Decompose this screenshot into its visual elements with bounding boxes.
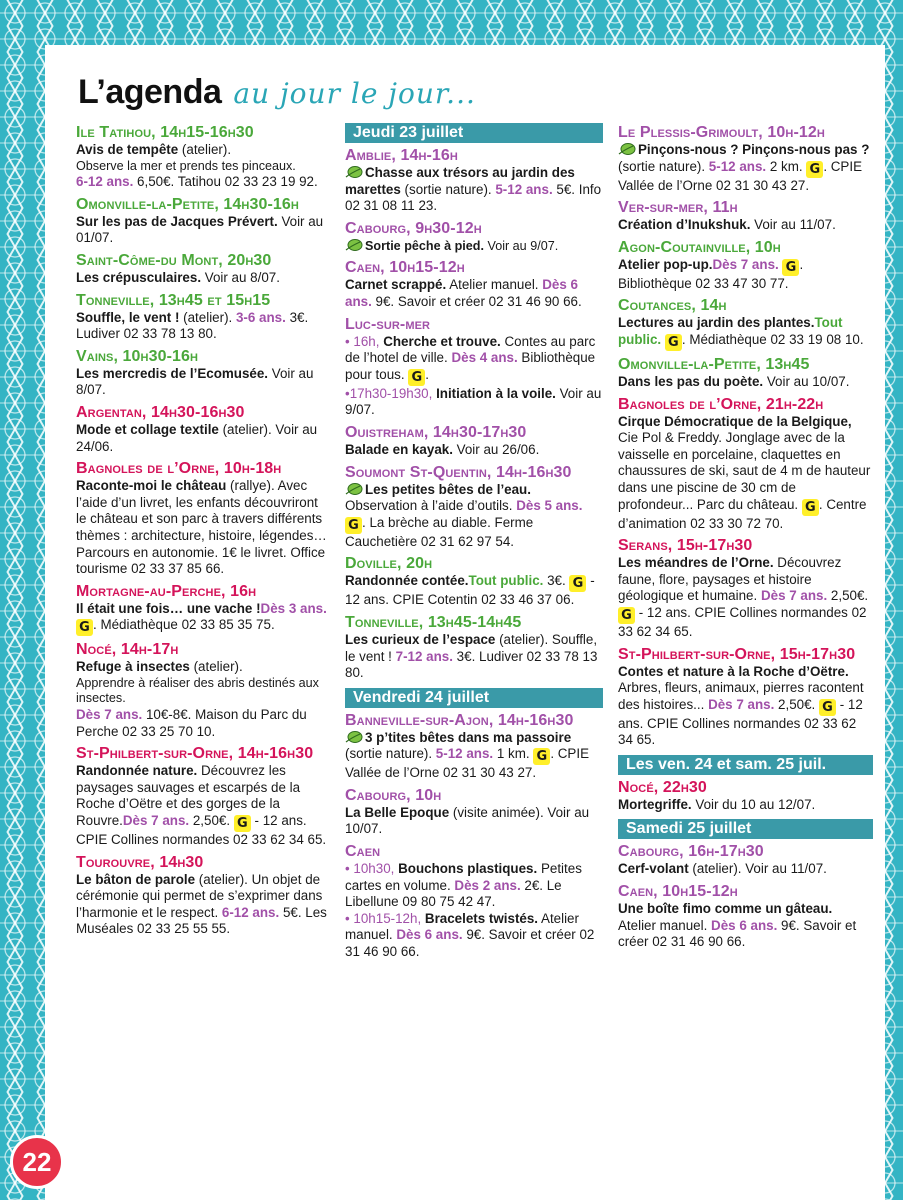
entry-place: Tonneville, 13h45 et 15h15 — [76, 291, 271, 309]
g-badge-icon: G — [76, 619, 93, 636]
entry-place: Banneville-sur-Ajon, 14h-16h30 — [345, 711, 574, 729]
entry-text: 2 km. — [766, 158, 807, 174]
column-3 — [618, 123, 873, 955]
entry-place: Serans, 15h-17h30 — [618, 537, 753, 555]
agenda-panel — [45, 45, 885, 1200]
entry-text: Bibliothèque pour tous. — [345, 350, 596, 382]
entry-place: Coutances, 14h — [618, 297, 727, 315]
entry-body — [345, 482, 603, 551]
entry-text: - 12 ans. CPIE Collines normandes 02 33 62 34 65. — [618, 604, 867, 639]
entry-text: 3€. Ludiver 02 33 78 13 80. — [345, 648, 598, 681]
entry-title: Souffle, le vent ! — [76, 309, 180, 325]
entry-text: 9€. Savoir et créer 02 31 46 90 66. — [345, 927, 595, 960]
entry-text: Découvrez faune, flore, paysages et histoire géologique et humaine. — [618, 555, 842, 604]
entry-text: (atelier). — [179, 309, 236, 325]
entry-text: 3€. — [543, 573, 566, 589]
entry-ages: 7-12 ans. — [395, 648, 453, 664]
entry-place: Soumont St-Quentin, 14h-16h30 — [345, 463, 572, 481]
entry-text: 9€. Savoir et créer 02 31 46 90 66. — [618, 917, 857, 950]
agenda-entry — [345, 315, 603, 419]
entry-time: • 10h30, — [345, 861, 395, 877]
day-header: Samedi 25 juillet — [618, 819, 873, 839]
entry-small — [365, 239, 558, 253]
agenda-entry — [345, 711, 603, 782]
entry-title: Les crépusculaires. — [76, 269, 202, 285]
entry-title: Les petites bêtes de l’eau. — [365, 481, 531, 497]
entry-title: Pinçons-nous ? Pinçons-nous pas ? — [638, 142, 870, 157]
g-badge-icon: G — [806, 161, 823, 178]
entry-text: (atelier). Voir au 24/06. — [76, 421, 318, 454]
entry-place: Vains, 10h30-16h — [76, 347, 199, 365]
entry-body — [345, 277, 603, 310]
agenda-entry — [76, 403, 329, 455]
entry-title: Les méandres de l’Orne. — [618, 555, 774, 571]
entry-place: Cabourg, 10h — [345, 786, 442, 804]
entry-ages: Dès 6 ans. — [396, 927, 463, 943]
g-badge-icon: G — [234, 815, 251, 832]
entry-title: La Belle Epoque — [345, 804, 450, 820]
entry-text: Voir au 01/07. — [76, 213, 324, 246]
agenda-entry — [76, 347, 329, 399]
entry-title: Initiation à la voile. — [432, 385, 556, 401]
entry-place: Le Plessis-Grimoult, 10h-12h — [618, 124, 825, 141]
entry-place: St-Philbert-sur-Orne, 14h-16h30 — [76, 745, 314, 763]
entry-title: Contes et nature à la Roche d’Oëtre. — [618, 663, 849, 679]
entry-text: . Médiathèque 02 33 85 35 75. — [93, 617, 275, 633]
entry-title: Randonnée contée. — [345, 573, 469, 589]
entry-title: Cherche et trouve. — [379, 333, 501, 349]
entry-ages: 3-6 ans. — [235, 309, 286, 325]
entry-body — [345, 573, 603, 609]
entry-text: 2€. Le Libellune 09 80 75 42 47. — [345, 877, 562, 910]
entry-text: - 12 ans. CPIE Collines normandes 02 33 62 34 65. — [618, 696, 863, 748]
entry-text: (atelier). — [178, 142, 232, 157]
agenda-entry — [76, 195, 329, 247]
entry-place: Ouistreham, 14h30-17h30 — [345, 423, 527, 441]
entry-title: Bracelets twistés. — [421, 910, 539, 926]
g-badge-icon: G — [533, 748, 550, 765]
column-2 — [345, 123, 603, 965]
entry-text: 3€. Ludiver 02 33 78 13 80. — [76, 309, 309, 342]
entry-ages: Dès 7 ans. — [760, 588, 828, 604]
entry-body — [76, 422, 329, 455]
entry-text: - 12 ans. CPIE Cotentin 02 33 46 37 06. — [345, 573, 595, 608]
entry-title: Sortie pêche à pied. — [365, 238, 484, 253]
entry-place: Caen, 10h15-12h — [345, 259, 465, 277]
entry-place: Ile Tatihou, 14h15-16h30 — [76, 124, 254, 141]
title-main: L’agenda — [78, 73, 222, 111]
column-1 — [76, 123, 329, 942]
entry-ages: 6-12 ans. — [76, 174, 134, 190]
entry-ages: Dès 7 ans. — [122, 813, 190, 829]
entry-body — [345, 632, 603, 682]
leaf-icon — [618, 142, 636, 156]
entry-time: • 16h, — [345, 333, 380, 349]
agenda-entry — [345, 554, 603, 609]
entry-text: Arbres, fleurs, animaux, pierres racontent des histoires... — [618, 680, 864, 712]
entry-text: Voir au 8/07. — [201, 269, 280, 285]
g-badge-icon: G — [802, 499, 819, 516]
entry-place: Tourouvre, 14h30 — [76, 853, 204, 871]
agenda-entry — [76, 123, 329, 191]
entry-text: . CPIE Vallée de l’Orne 02 31 30 43 27. — [345, 746, 590, 781]
entry-text: Cie Pol & Freddy. Jonglage avec de la vaisselle en porcelaine, claquettes en chaussures de ski, saut de 4 m de hauteur dans une piscine de 30 cm de profondeur... Parc du château. — [618, 430, 871, 512]
entry-text: (atelier). Un objet de cérémonie qui permet de s’exprimer dans l’harmonie et le respect. — [76, 871, 323, 920]
entry-text: (atelier). — [189, 659, 243, 675]
entry-ages: Tout public. — [618, 315, 843, 347]
entry-text: 9€. Savoir et créer 02 31 46 90 66. — [371, 293, 582, 309]
day-header: Vendredi 24 juillet — [345, 688, 603, 708]
entry-title: Refuge à insectes — [76, 659, 190, 675]
entry-place: Doville, 20h — [345, 555, 433, 573]
entry-text: . Centre d’animation 02 33 30 72 70. — [618, 496, 867, 531]
entry-title: Mortegriffe. — [618, 796, 692, 812]
entry-title: Cerf-volant — [618, 861, 689, 877]
agenda-entry — [618, 536, 873, 640]
entry-place: Nocé, 14h-17h — [76, 641, 179, 659]
entry-text: Atelier manuel. — [345, 910, 579, 943]
g-badge-icon: G — [782, 259, 799, 276]
entry-time: •17h30-19h30, — [345, 385, 433, 401]
entry-ages: Tout public. — [468, 573, 544, 589]
entry-text: 2,50€. — [774, 696, 816, 712]
entry-body — [76, 763, 329, 848]
entry-text: Atelier manuel. — [618, 917, 712, 933]
entry-body — [618, 142, 873, 194]
entry-place: Caen, 10h15-12h — [618, 883, 738, 901]
entry-title: Une boîte fimo comme un gâteau. — [618, 901, 833, 917]
leaf-icon — [345, 238, 363, 252]
day-header: Les ven. 24 et sam. 25 juil. — [618, 755, 873, 775]
entry-body — [76, 366, 329, 399]
entry-place: Caen — [345, 843, 381, 861]
entry-body — [618, 797, 873, 814]
entry-body — [76, 142, 329, 191]
entry-title: Mode et collage textile — [76, 421, 219, 437]
day-header: Jeudi 23 juillet — [345, 123, 603, 143]
agenda-entry — [76, 582, 329, 637]
entry-text: Voir au 9/07. — [483, 238, 559, 253]
entry-text: 6,50€. Tatihou 02 33 23 19 92. — [133, 174, 318, 190]
entry-text: Atelier manuel. — [446, 277, 543, 293]
entry-ages: Dès 4 ans. — [451, 350, 518, 366]
entry-place: Omonville-la-Petite, 13h45 — [618, 355, 810, 373]
entry-ages: 5-12 ans. — [708, 158, 767, 174]
entry-body — [618, 664, 873, 749]
entry-ages: 5-12 ans. — [495, 181, 553, 197]
entry-body — [618, 414, 873, 533]
agenda-entry — [345, 613, 603, 682]
entry-ages: 5-12 ans. — [435, 746, 494, 762]
entry-body — [76, 310, 329, 343]
entry-title: Atelier pop-up. — [618, 256, 713, 272]
entry-text: Voir au 9/07. — [345, 385, 602, 418]
leaf-icon — [345, 730, 363, 744]
entry-title: Avis de tempête — [76, 142, 179, 157]
g-badge-icon: G — [569, 575, 586, 592]
entry-text: (sortie nature). — [345, 746, 436, 762]
entry-text: . Bibliothèque 02 33 47 30 77. — [618, 256, 804, 291]
entry-place: Saint-Côme-du Mont, 20h30 — [76, 251, 272, 269]
entry-body — [618, 217, 873, 234]
entry-body — [345, 238, 603, 255]
entry-text: 2,50€. — [827, 588, 869, 604]
title-sub: au jour le jour... — [233, 77, 476, 110]
entry-text: (rallye). Avec l’aide d’un livret, les enfants découvriront le château et son parc à travers différents thèmes : architecture, histoire, légendes… Parcours en autonomie. 1€ le livret. Office tourisme 02 33 37 85 66. — [76, 478, 327, 577]
entry-text: 5€. Les Muséales 02 33 25 55 55. — [76, 904, 327, 937]
entry-place: Cabourg, 9h30-12h — [345, 219, 482, 237]
entry-title: Lectures au jardin des plantes. — [618, 315, 815, 331]
entry-title: Les mercredis de l’Ecomusée. — [76, 365, 269, 381]
entry-ages: Dès 5 ans. — [516, 498, 583, 514]
g-badge-icon: G — [345, 517, 362, 534]
agenda-entry — [618, 238, 873, 293]
entry-text: (sortie nature). — [618, 158, 709, 174]
entry-title: Les curieux de l’espace — [345, 631, 496, 647]
entry-place: Agon-Coutainville, 10h — [618, 238, 781, 256]
entry-body — [345, 165, 603, 215]
entry-place: Amblie, 14h-16h — [345, 147, 458, 164]
entry-small: Observe la mer et prends tes pinceaux. — [76, 158, 296, 173]
entry-place: Nocé, 22h30 — [618, 778, 707, 796]
entry-body — [76, 601, 329, 637]
agenda-entry — [345, 423, 603, 459]
entry-body — [345, 442, 603, 459]
entry-place: Omonville-la-Petite, 14h30-16h — [76, 195, 299, 213]
agenda-entry — [618, 296, 873, 351]
agenda-entry — [345, 146, 603, 215]
entry-text: Voir au 11/07. — [750, 217, 836, 233]
entry-text: . Médiathèque 02 33 19 08 10. — [681, 331, 864, 347]
g-badge-icon: G — [665, 334, 682, 351]
agenda-entry — [618, 778, 873, 814]
entry-text: 5€. Info 02 31 08 11 23. — [345, 181, 602, 214]
entry-ages: Dès 6 ans. — [711, 917, 778, 933]
entry-place: Ver-sur-mer, 11h — [618, 199, 738, 217]
entry-place: Mortagne-au-Perche, 16h — [76, 582, 257, 600]
agenda-entry — [76, 459, 329, 578]
entry-ages: Dès 7 ans. — [708, 696, 775, 712]
entry-small: Apprendre à réaliser des abris destinés aux insectes. — [76, 675, 319, 706]
entry-body — [345, 805, 603, 838]
entry-title: Dans les pas du poète. — [618, 373, 764, 389]
agenda-entry — [76, 251, 329, 287]
agenda-entry — [618, 395, 873, 533]
entry-place: St-Philbert-sur-Orne, 15h-17h30 — [618, 645, 856, 663]
entry-text: (atelier). Souffle, le vent ! — [345, 631, 598, 664]
agenda-entry — [76, 853, 329, 938]
entry-title: Sur les pas de Jacques Prévert. — [76, 213, 278, 229]
entry-text: Contes au parc de l’hotel de ville. — [345, 333, 596, 366]
entry-body — [618, 901, 873, 951]
entry-title: Création d’Inukshuk. — [618, 217, 751, 233]
entry-body — [618, 315, 873, 351]
entry-text: 1 km. — [493, 746, 534, 762]
entry-text: Voir au 8/07. — [76, 365, 314, 398]
entry-ages: Dès 3 ans. — [260, 600, 327, 616]
entry-place: Bagnoles de l’Orne, 21h-22h — [618, 395, 824, 413]
entry-body — [76, 478, 329, 578]
entry-body — [345, 861, 603, 961]
agenda-entry — [76, 744, 329, 848]
entry-body — [618, 861, 873, 878]
entry-title: Bouchons plastiques. — [394, 861, 538, 877]
agenda-entry — [618, 123, 873, 194]
entry-place: Cabourg, 16h-17h30 — [618, 843, 764, 861]
entry-title: 3 p’tites bêtes dans ma passoire — [365, 729, 572, 745]
agenda-entry — [345, 786, 603, 838]
entry-text: . CPIE Vallée de l’Orne 02 31 30 43 27. — [618, 158, 863, 193]
entry-title: Balade en kayak. — [345, 441, 453, 457]
entry-text: 2,50€. — [189, 813, 231, 829]
entry-text: - 12 ans. CPIE Collines normandes 02 33 62 34 65. — [76, 813, 327, 848]
entry-text: Petites cartes en volume. — [345, 861, 582, 893]
entry-body: • 16h, Cherche et trouve. Contes au parc de l’hotel de ville. Dès 4 ans. Bibliothèque pour tous. G . •17h30-19h30, Initiation à la voile. Voir au 9/07. — [345, 333, 602, 418]
entry-body — [76, 270, 329, 287]
entry-place: Argentan, 14h30-16h30 — [76, 403, 245, 421]
entry-text: Voir du 10 au 12/07. — [691, 796, 816, 812]
entry-body — [76, 214, 329, 247]
entry-title: Cirque Démocratique de la Belgique, — [618, 413, 852, 429]
agenda-entry — [345, 219, 603, 255]
agenda-entry — [618, 882, 873, 951]
entry-time: • 10h15-12h, — [345, 910, 422, 926]
entry-ages: Dès 7 ans. — [712, 256, 779, 272]
agenda-entry — [345, 842, 603, 961]
entry-text: 10€-8€. Maison du Parc du Perche 02 33 25 70 10. — [76, 707, 307, 739]
entry-body — [76, 872, 329, 938]
entry-body — [345, 730, 603, 782]
agenda-entry — [618, 645, 873, 749]
entry-ages: Dès 2 ans. — [454, 877, 521, 893]
leaf-icon — [345, 482, 363, 496]
entry-title: Randonnée nature. — [76, 763, 198, 779]
entry-title: Il était une fois… une vache ! — [76, 600, 261, 616]
agenda-entry — [345, 463, 603, 551]
entry-body — [618, 257, 873, 293]
entry-place: Bagnoles de l’Orne, 10h-18h — [76, 460, 282, 478]
leaf-icon — [345, 165, 363, 179]
entry-text: (visite animée). Voir au 10/07. — [345, 804, 590, 837]
g-badge-icon: G — [819, 699, 836, 716]
entry-title: Chasse aux trésors au jardin des marettes — [345, 165, 575, 197]
entry-title: Le bâton de parole — [76, 871, 196, 887]
agenda-entry — [618, 198, 873, 234]
entry-text: Découvrez les paysages sauvages et escarpés de la Roche d’Oëtre et des gorges de la Rouvre. — [76, 763, 301, 829]
entry-title: Carnet scrappé. — [345, 277, 447, 293]
g-badge-icon: G — [408, 369, 425, 386]
entry-text: Voir au 10/07. — [763, 373, 850, 389]
entry-ages: 6-12 ans. — [221, 904, 280, 920]
page-number: 22 — [10, 1135, 64, 1189]
agenda-entry — [76, 291, 329, 343]
entry-text: . La brèche au diable. Ferme Cauchetière 02 31 62 97 54. — [345, 514, 534, 549]
entry-place: Tonneville, 13h45-14h45 — [345, 613, 522, 631]
agenda-entry — [76, 640, 329, 740]
entry-ages: Dès 7 ans. — [76, 707, 143, 723]
entry-ages: Dès 6 ans. — [345, 277, 578, 309]
agenda-entry — [618, 842, 873, 878]
agenda-entry — [345, 258, 603, 310]
entry-text: Observation à l’aide d’outils. — [345, 498, 517, 514]
agenda-title — [78, 73, 476, 112]
entry-text: Voir au 26/06. — [452, 441, 540, 457]
agenda-entry — [618, 355, 873, 391]
entry-body — [76, 659, 329, 740]
entry-title: Raconte-moi le château — [76, 478, 227, 494]
entry-body — [618, 374, 873, 391]
entry-text: (atelier). Voir au 11/07. — [688, 861, 827, 877]
entry-text: (sortie nature). — [400, 181, 496, 197]
entry-place: Luc-sur-mer — [345, 315, 431, 333]
entry-body — [618, 555, 873, 640]
g-badge-icon: G — [618, 607, 635, 624]
